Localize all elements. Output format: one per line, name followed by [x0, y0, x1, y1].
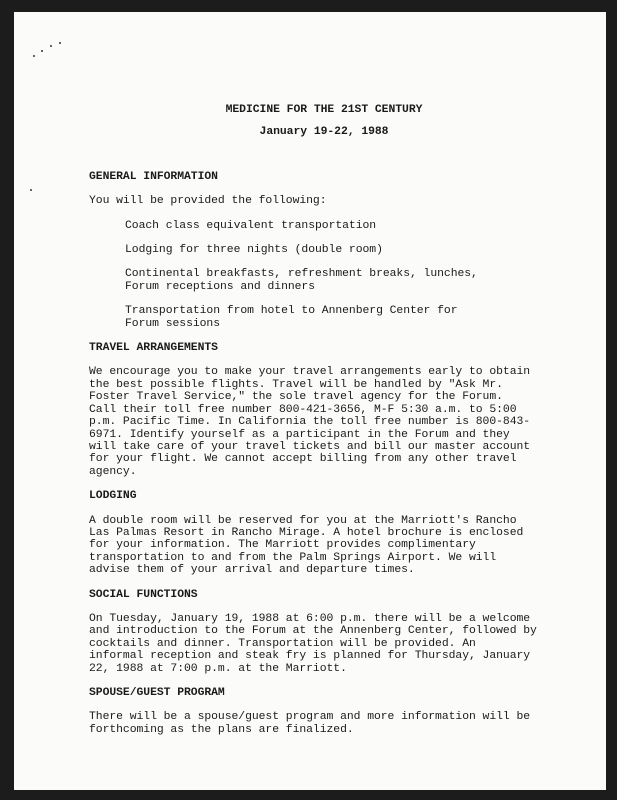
list-item: Lodging for three nights (double room) — [125, 244, 383, 257]
lodging-heading: LODGING — [89, 490, 137, 503]
travel-paragraph: We encourage you to make your travel arrangements early to obtain the best possible flights. Travel will be handled by "Ask Mr. Foster Travel Service," the sole travel agency for the Forum. Call their toll free number 800-421-3656, M-F 5:30 a.m. to 5:00 p.m. Pacific Time. In California the toll free number is 800-843- 6971. Identify yourself as a participant in the Forum and they will take care of your travel tickets and bill our master account for your flight. We cannot accept billing from any other travel agency. — [89, 366, 531, 478]
spouse-paragraph: There will be a spouse/guest program and more information will be forthcoming as the plans are finalized. — [89, 711, 531, 736]
travel-heading: TRAVEL ARRANGEMENTS — [89, 342, 218, 355]
list-item: Continental breakfasts, refreshment breaks, lunches, Forum receptions and dinners — [125, 268, 478, 293]
social-heading: SOCIAL FUNCTIONS — [89, 588, 198, 601]
lodging-paragraph: A double room will be reserved for you at the Marriott's Rancho Las Palmas Resort in Rancho Mirage. A hotel brochure is enclosed for your information. The Marriott provides complimentary transportation to and from the Palm Springs Airport. We will advise them of your arrival and departure times. — [89, 514, 524, 577]
page-title: MEDICINE FOR THE 21ST CENTURY — [225, 104, 423, 116]
list-item: Transportation from hotel to Annenberg Center for Forum sessions — [125, 305, 458, 330]
general-heading: GENERAL INFORMATION — [89, 170, 218, 183]
general-intro: You will be provided the following: — [89, 195, 327, 208]
paper-speck — [59, 42, 61, 44]
list-item: Coach class equivalent transportation — [125, 219, 377, 232]
social-paragraph: On Tuesday, January 19, 1988 at 6:00 p.m. there will be a welcome and introduction to the Forum at the Annenberg Center, followed by cocktails and dinner. Transportation will be provided. An informal reception and steak fry is planned for Thursday, January 22, 1988 at 7:00 p.m. at the Marriott. — [89, 612, 537, 675]
document-page — [14, 12, 606, 790]
spouse-heading: SPOUSE/GUEST PROGRAM — [89, 687, 225, 699]
paper-speck — [41, 50, 43, 52]
document-body — [89, 104, 559, 736]
paper-speck — [30, 189, 32, 191]
event-date: January 19-22, 1988 — [259, 126, 389, 139]
paper-speck — [33, 55, 35, 57]
paper-speck — [50, 45, 52, 47]
